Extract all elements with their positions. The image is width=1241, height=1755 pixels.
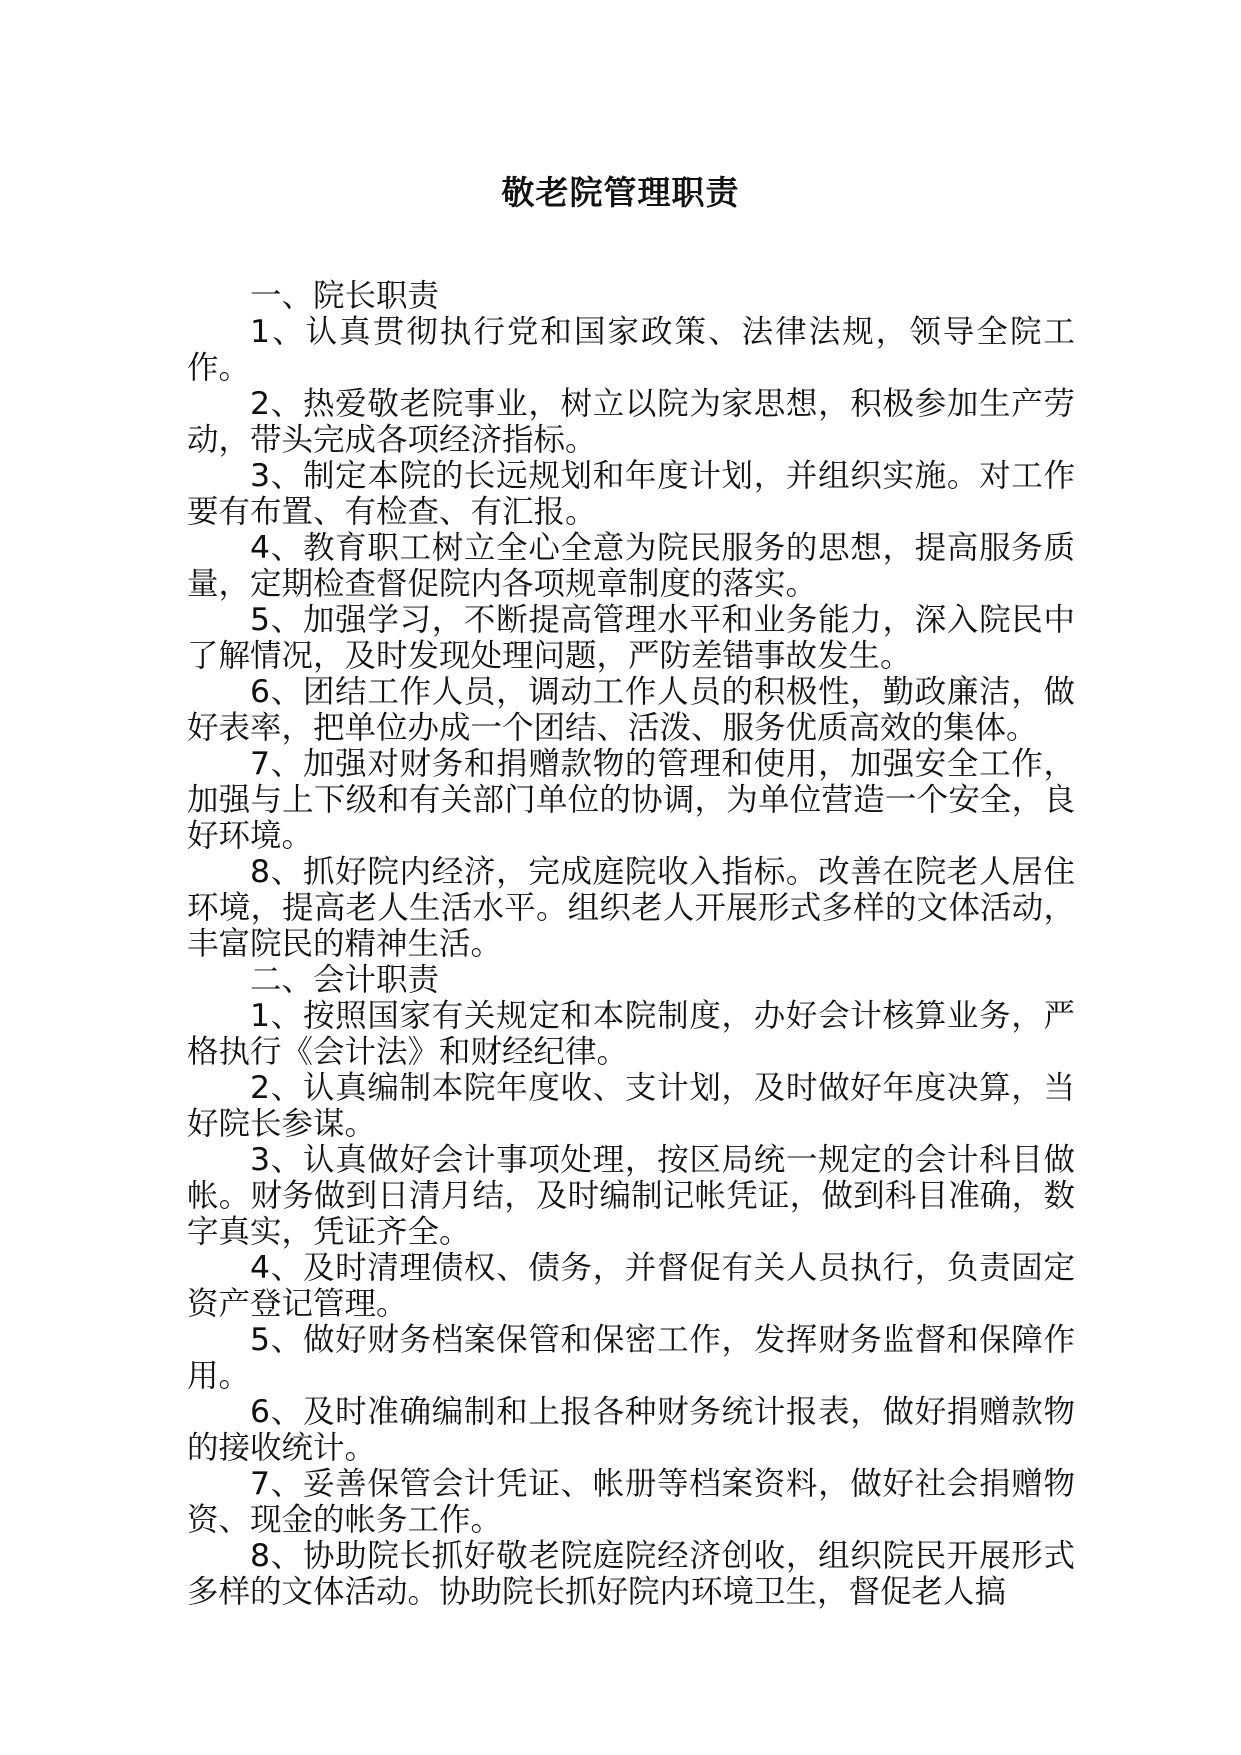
accountant-duty-4: 4、及时清理债权、债务，并督促有关人员执行，负责固定资产登记管理。: [187, 1250, 1075, 1322]
director-duty-6: 6、团结工作人员，调动工作人员的积极性，勤政廉洁，做好表率，把单位办成一个团结、活泼、服务优质高效的集体。: [187, 674, 1075, 746]
director-duty-7: 7、加强对财务和捐赠款物的管理和使用，加强安全工作，加强与上下级和有关部门单位的协调，为单位营造一个安全，良好环境。: [187, 746, 1075, 854]
accountant-duty-5: 5、做好财务档案保管和保密工作，发挥财务监督和保障作用。: [187, 1322, 1075, 1394]
section-heading-director: 一、院长职责: [250, 278, 440, 314]
director-duty-4: 4、教育职工树立全心全意为院民服务的思想，提高服务质量，定期检查督促院内各项规章制度的落实。: [187, 530, 1075, 602]
document-body: [187, 278, 1075, 1610]
director-duty-8: 8、抓好院内经济，完成庭院收入指标。改善在院老人居住环境，提高老人生活水平。组织老人开展形式多样的文体活动，丰富院民的精神生活。: [187, 854, 1075, 962]
director-duty-1: 1、认真贯彻执行党和国家政策、法律法规，领导全院工作。: [187, 314, 1075, 386]
section-heading-accountant: 二、会计职责: [250, 962, 440, 998]
accountant-duty-2: 2、认真编制本院年度收、支计划，及时做好年度决算，当好院长参谋。: [187, 1070, 1075, 1142]
accountant-duty-1: 1、按照国家有关规定和本院制度，办好会计核算业务，严格执行《会计法》和财经纪律。: [187, 998, 1075, 1070]
accountant-duty-8: 8、协助院长抓好敬老院庭院经济创收，组织院民开展形式多样的文体活动。协助院长抓好院内环境卫生，督促老人搞: [187, 1538, 1075, 1610]
accountant-duty-3: 3、认真做好会计事项处理，按区局统一规定的会计科目做帐。财务做到日清月结，及时编制记帐凭证，做到科目准确，数字真实，凭证齐全。: [187, 1142, 1075, 1250]
director-duty-5: 5、加强学习，不断提高管理水平和业务能力，深入院民中了解情况，及时发现处理问题，严防差错事故发生。: [187, 602, 1075, 674]
page-title: 敬老院管理职责: [501, 173, 740, 212]
accountant-duty-7: 7、妥善保管会计凭证、帐册等档案资料，做好社会捐赠物资、现金的帐务工作。: [187, 1466, 1075, 1538]
director-duty-2: 2、热爱敬老院事业，树立以院为家思想，积极参加生产劳动，带头完成各项经济指标。: [187, 386, 1075, 458]
director-duty-3: 3、制定本院的长远规划和年度计划，并组织实施。对工作要有布置、有检查、有汇报。: [187, 458, 1075, 530]
accountant-duty-6: 6、及时准确编制和上报各种财务统计报表，做好捐赠款物的接收统计。: [187, 1394, 1075, 1466]
